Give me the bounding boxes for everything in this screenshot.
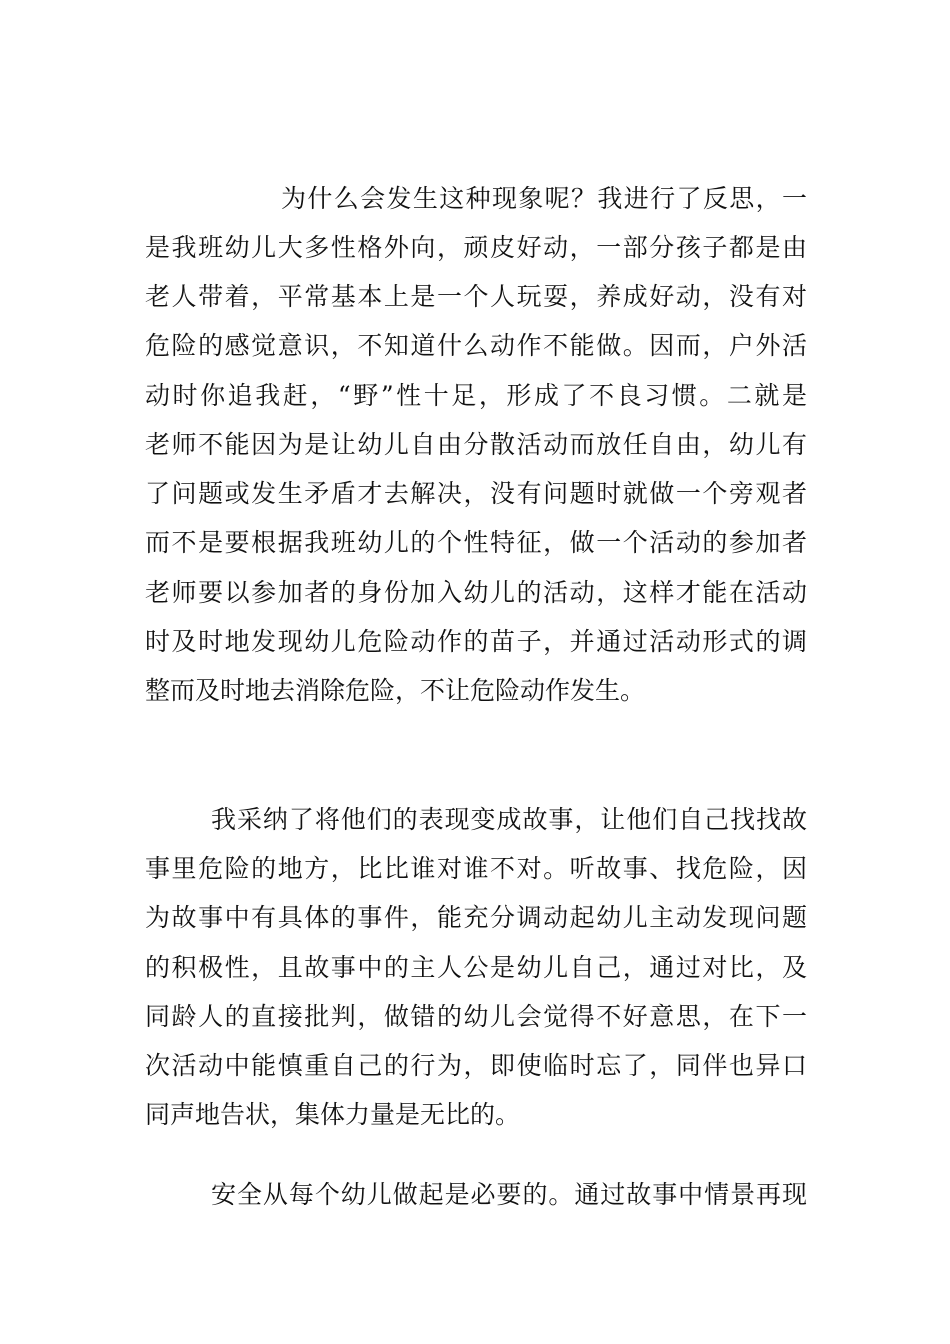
- paragraph-2-line-4: 的积极性，且故事中的主人公是幼儿自己，通过对比，及: [145, 953, 807, 982]
- paragraph-1-line-5: 动时你追我赶，“野”性十足，形成了不良习惯。二就是: [145, 381, 807, 410]
- paragraph-2-line-6: 次活动中能慎重自己的行为，即使临时忘了，同伴也异口: [145, 1051, 807, 1080]
- paragraph-1-line-6: 老师不能因为是让幼儿自由分散活动而放任自由，幼儿有: [145, 430, 807, 459]
- paragraph-1-line-1: 为什么会发生这种现象呢？我进行了反思，一: [281, 184, 807, 213]
- paragraph-1-line-8: 而不是要根据我班幼儿的个性特征，做一个活动的参加者: [145, 528, 807, 557]
- paragraph-1-line-9: 老师要以参加者的身份加入幼儿的活动，这样才能在活动: [145, 578, 807, 607]
- paragraph-2-line-5: 同龄人的直接批判，做错的幼儿会觉得不好意思，在下一: [145, 1002, 807, 1031]
- paragraph-1-line-7: 了问题或发生矛盾才去解决，没有问题时就做一个旁观者: [145, 479, 807, 508]
- paragraph-2-line-2: 事里危险的地方，比比谁对谁不对。听故事、找危险，因: [145, 854, 807, 883]
- paragraph-2-line-7: 同声地告状，集体力量是无比的。: [145, 1100, 521, 1129]
- paragraph-3-line-1: 安全从每个幼儿做起是必要的。通过故事中情景再现: [211, 1180, 807, 1209]
- paragraph-1-line-11: 整而及时地去消除危险，不让危险动作发生。: [145, 676, 646, 705]
- paragraph-1-line-2: 是我班幼儿大多性格外向，顽皮好动，一部分孩子都是由: [145, 233, 807, 262]
- paragraph-1-line-4: 危险的感觉意识，不知道什么动作不能做。因而，户外活: [145, 331, 807, 360]
- paragraph-2-line-3: 为故事中有具体的事件，能充分调动起幼儿主动发现问题: [145, 903, 807, 932]
- paragraph-2-line-1: 我采纳了将他们的表现变成故事，让他们自己找找故: [211, 805, 807, 834]
- paragraph-1-line-10: 时及时地发现幼儿危险动作的苗子，并通过活动形式的调: [145, 627, 807, 656]
- paragraph-1-line-3: 老人带着，平常基本上是一个人玩耍，养成好动，没有对: [145, 282, 807, 311]
